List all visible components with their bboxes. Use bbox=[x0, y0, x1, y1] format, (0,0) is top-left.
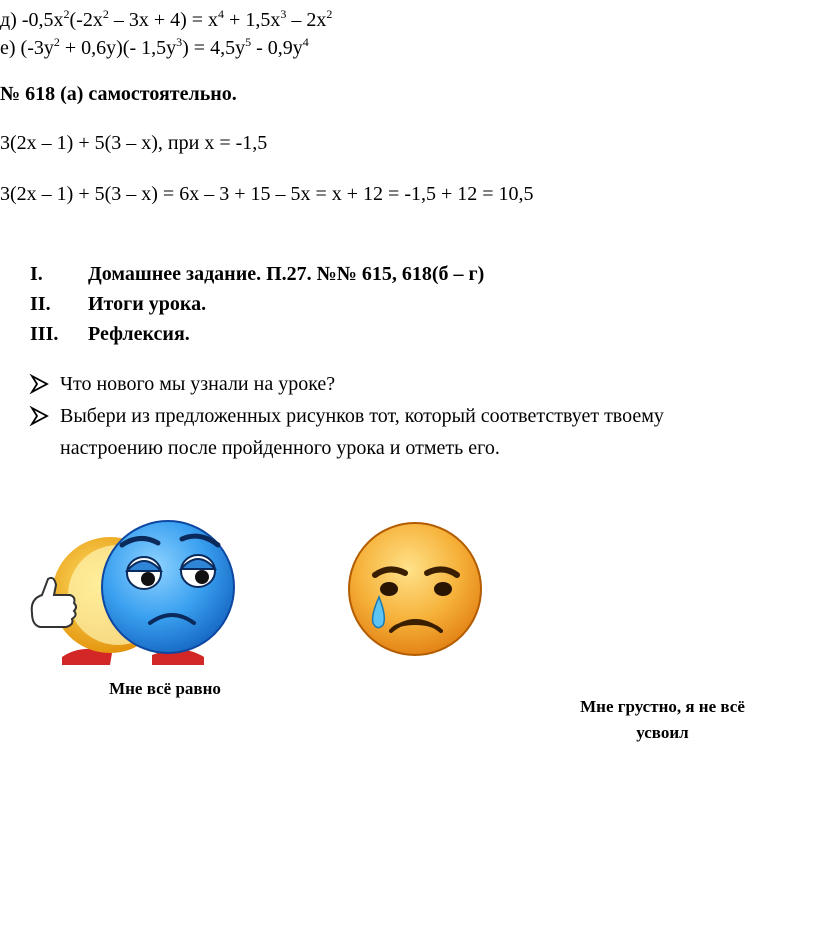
section-homework bbox=[30, 262, 484, 286]
task-solution: 3(2х – 1) + 5(3 – х) = 6х – 3 + 15 – 5х = х + 12 = -1,5 + 12 = 10,5 bbox=[0, 183, 534, 205]
section-text: Итоги урока. bbox=[88, 293, 207, 315]
eq-e-part: + 0,6у)(- 1,5у bbox=[59, 37, 177, 59]
bullet-text: настроению после пройденного урока и отметь его. bbox=[60, 437, 500, 459]
eq-d-part: д) -0,5х bbox=[0, 9, 64, 31]
section-text: Домашнее задание. П.27. №№ 615, 618(б – г) bbox=[88, 263, 485, 285]
exp: 3 bbox=[176, 35, 183, 49]
equation-d bbox=[0, 8, 332, 32]
bullet-text: Выбери из предложенных рисунков тот, который соответствует твоему bbox=[60, 405, 664, 427]
arrow-bullet-icon bbox=[30, 374, 54, 394]
section-number: III. bbox=[30, 323, 59, 345]
section-summary bbox=[30, 292, 206, 316]
arrow-bullet-icon bbox=[30, 406, 54, 426]
sad-emoji-icon[interactable] bbox=[345, 515, 485, 665]
eq-d-part: – 2х bbox=[286, 9, 327, 31]
eq-d-part: (-2х bbox=[69, 9, 103, 31]
caption-sad-line: Мне грустно, я не всё bbox=[580, 697, 745, 716]
exp: 4 bbox=[302, 35, 309, 49]
task-title: № 618 (а) самостоятельно. bbox=[0, 83, 237, 105]
exp: 2 bbox=[102, 7, 109, 21]
exp: 2 bbox=[53, 35, 60, 49]
eq-e-part: ) = 4,5у bbox=[182, 37, 246, 59]
section-reflection bbox=[30, 322, 190, 346]
section-text: Рефлексия. bbox=[88, 323, 190, 345]
exp: 2 bbox=[326, 7, 333, 21]
exp: 2 bbox=[63, 7, 70, 21]
eq-e-part: е) (-3у bbox=[0, 37, 54, 59]
equation-e bbox=[0, 36, 309, 60]
caption-sad bbox=[540, 694, 785, 746]
section-number: I. bbox=[30, 263, 43, 285]
section-number: II. bbox=[30, 293, 51, 315]
indifferent-emoji-icon[interactable] bbox=[22, 515, 242, 675]
caption-indifferent: Мне всё равно bbox=[109, 679, 221, 698]
eq-d-part: – 3х + 4) = х bbox=[108, 9, 219, 31]
task-expression: 3(2х – 1) + 5(3 – х), при х = -1,5 bbox=[0, 132, 268, 154]
eq-e-part: - 0,9у bbox=[251, 37, 303, 59]
exp: 3 bbox=[280, 7, 287, 21]
bullet-text: Что нового мы узнали на уроке? bbox=[60, 373, 336, 395]
caption-sad-line: усвоил bbox=[636, 723, 689, 742]
exp: 4 bbox=[218, 7, 225, 21]
eq-d-part: + 1,5х bbox=[224, 9, 281, 31]
exp: 5 bbox=[245, 35, 252, 49]
